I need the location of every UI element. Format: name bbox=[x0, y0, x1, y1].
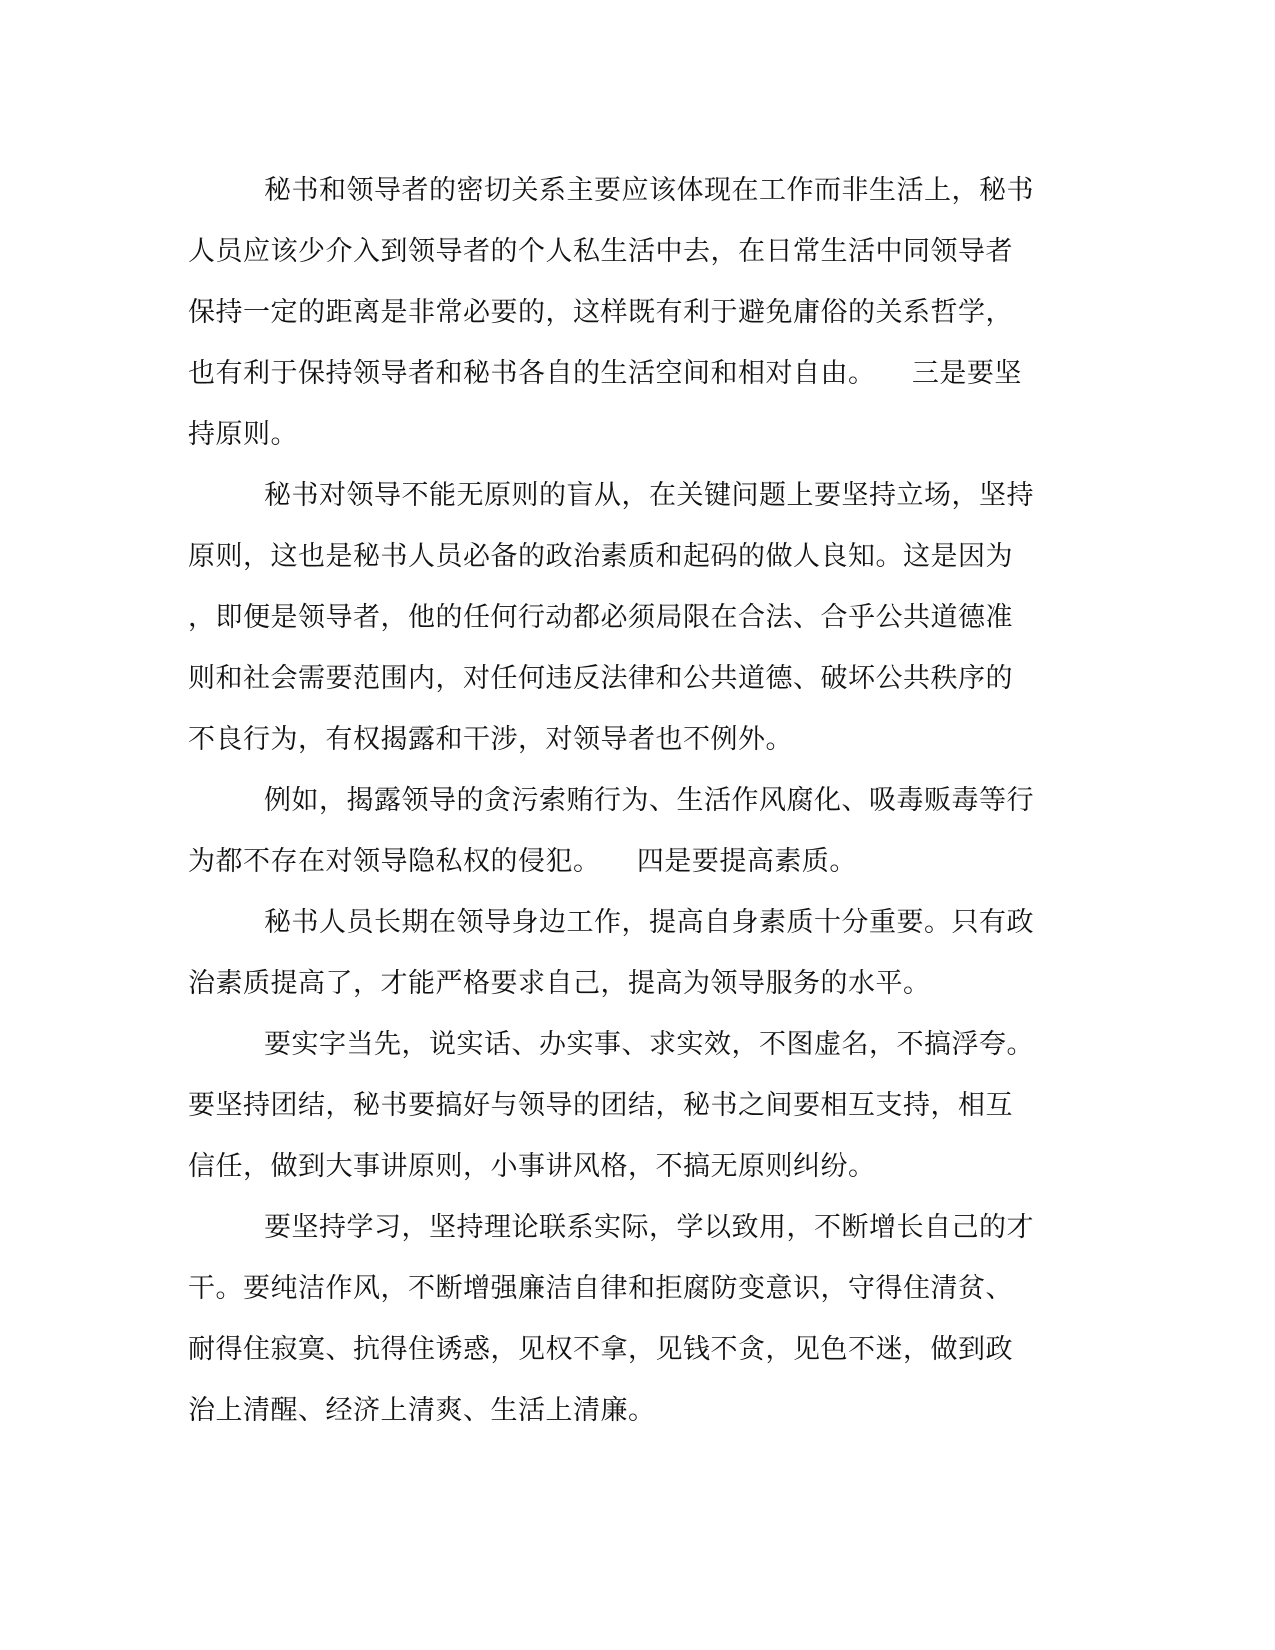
paragraph-1-line-5: 持原则。 bbox=[188, 419, 298, 450]
paragraph-6-line-2: 干。要纯洁作风，不断增强廉洁自律和拒腐防变意识，守得住清贫、 bbox=[188, 1273, 1013, 1304]
paragraph-3-line-1: 例如，揭露领导的贪污索贿行为、生活作风腐化、吸毒贩毒等行 bbox=[264, 785, 1034, 816]
paragraph-3-line-2: 为都不存在对领导隐私权的侵犯。 四是要提高素质。 bbox=[188, 846, 857, 877]
paragraph-2-line-4: 则和社会需要范围内，对任何违反法律和公共道德、破坏公共秩序的 bbox=[188, 663, 1013, 694]
paragraph-6-line-3: 耐得住寂寞、抗得住诱惑，见权不拿，见钱不贪，见色不迷，做到政 bbox=[188, 1334, 1013, 1365]
paragraph-1-line-1: 秘书和领导者的密切关系主要应该体现在工作而非生活上，秘书 bbox=[264, 175, 1034, 206]
paragraph-2-line-1: 秘书对领导不能无原则的盲从，在关键问题上要坚持立场，坚持 bbox=[264, 480, 1034, 511]
paragraph-1-line-3: 保持一定的距离是非常必要的，这样既有利于避免庸俗的关系哲学， bbox=[188, 297, 1013, 328]
paragraph-2-line-2: 原则，这也是秘书人员必备的政治素质和起码的做人良知。这是因为 bbox=[188, 541, 1013, 572]
paragraph-5-line-3: 信任，做到大事讲原则，小事讲风格，不搞无原则纠纷。 bbox=[188, 1151, 876, 1182]
paragraph-4-line-1: 秘书人员长期在领导身边工作，提高自身素质十分重要。只有政 bbox=[264, 907, 1034, 938]
document-body bbox=[188, 160, 1068, 1441]
paragraph-2-line-3: ，即便是领导者，他的任何行动都必须局限在合法、合乎公共道德准 bbox=[188, 602, 1013, 633]
paragraph-1-line-2: 人员应该少介入到领导者的个人私生活中去，在日常生活中同领导者 bbox=[188, 236, 1013, 267]
paragraph-5-line-2: 要坚持团结，秘书要搞好与领导的团结，秘书之间要相互支持，相互 bbox=[188, 1090, 1013, 1121]
paragraph-2-line-5: 不良行为，有权揭露和干涉，对领导者也不例外。 bbox=[188, 724, 793, 755]
paragraph-6-line-4: 治上清醒、经济上清爽、生活上清廉。 bbox=[188, 1395, 656, 1426]
paragraph-5-line-1: 要实字当先，说实话、办实事、求实效，不图虚名，不搞浮夸。 bbox=[264, 1029, 1034, 1060]
paragraph-4-line-2: 治素质提高了，才能严格要求自己，提高为领导服务的水平。 bbox=[188, 968, 931, 999]
paragraph-6-line-1: 要坚持学习，坚持理论联系实际，学以致用，不断增长自己的才 bbox=[264, 1212, 1034, 1243]
paragraph-1-line-4: 也有利于保持领导者和秘书各自的生活空间和相对自由。 三是要坚 bbox=[188, 358, 1022, 389]
